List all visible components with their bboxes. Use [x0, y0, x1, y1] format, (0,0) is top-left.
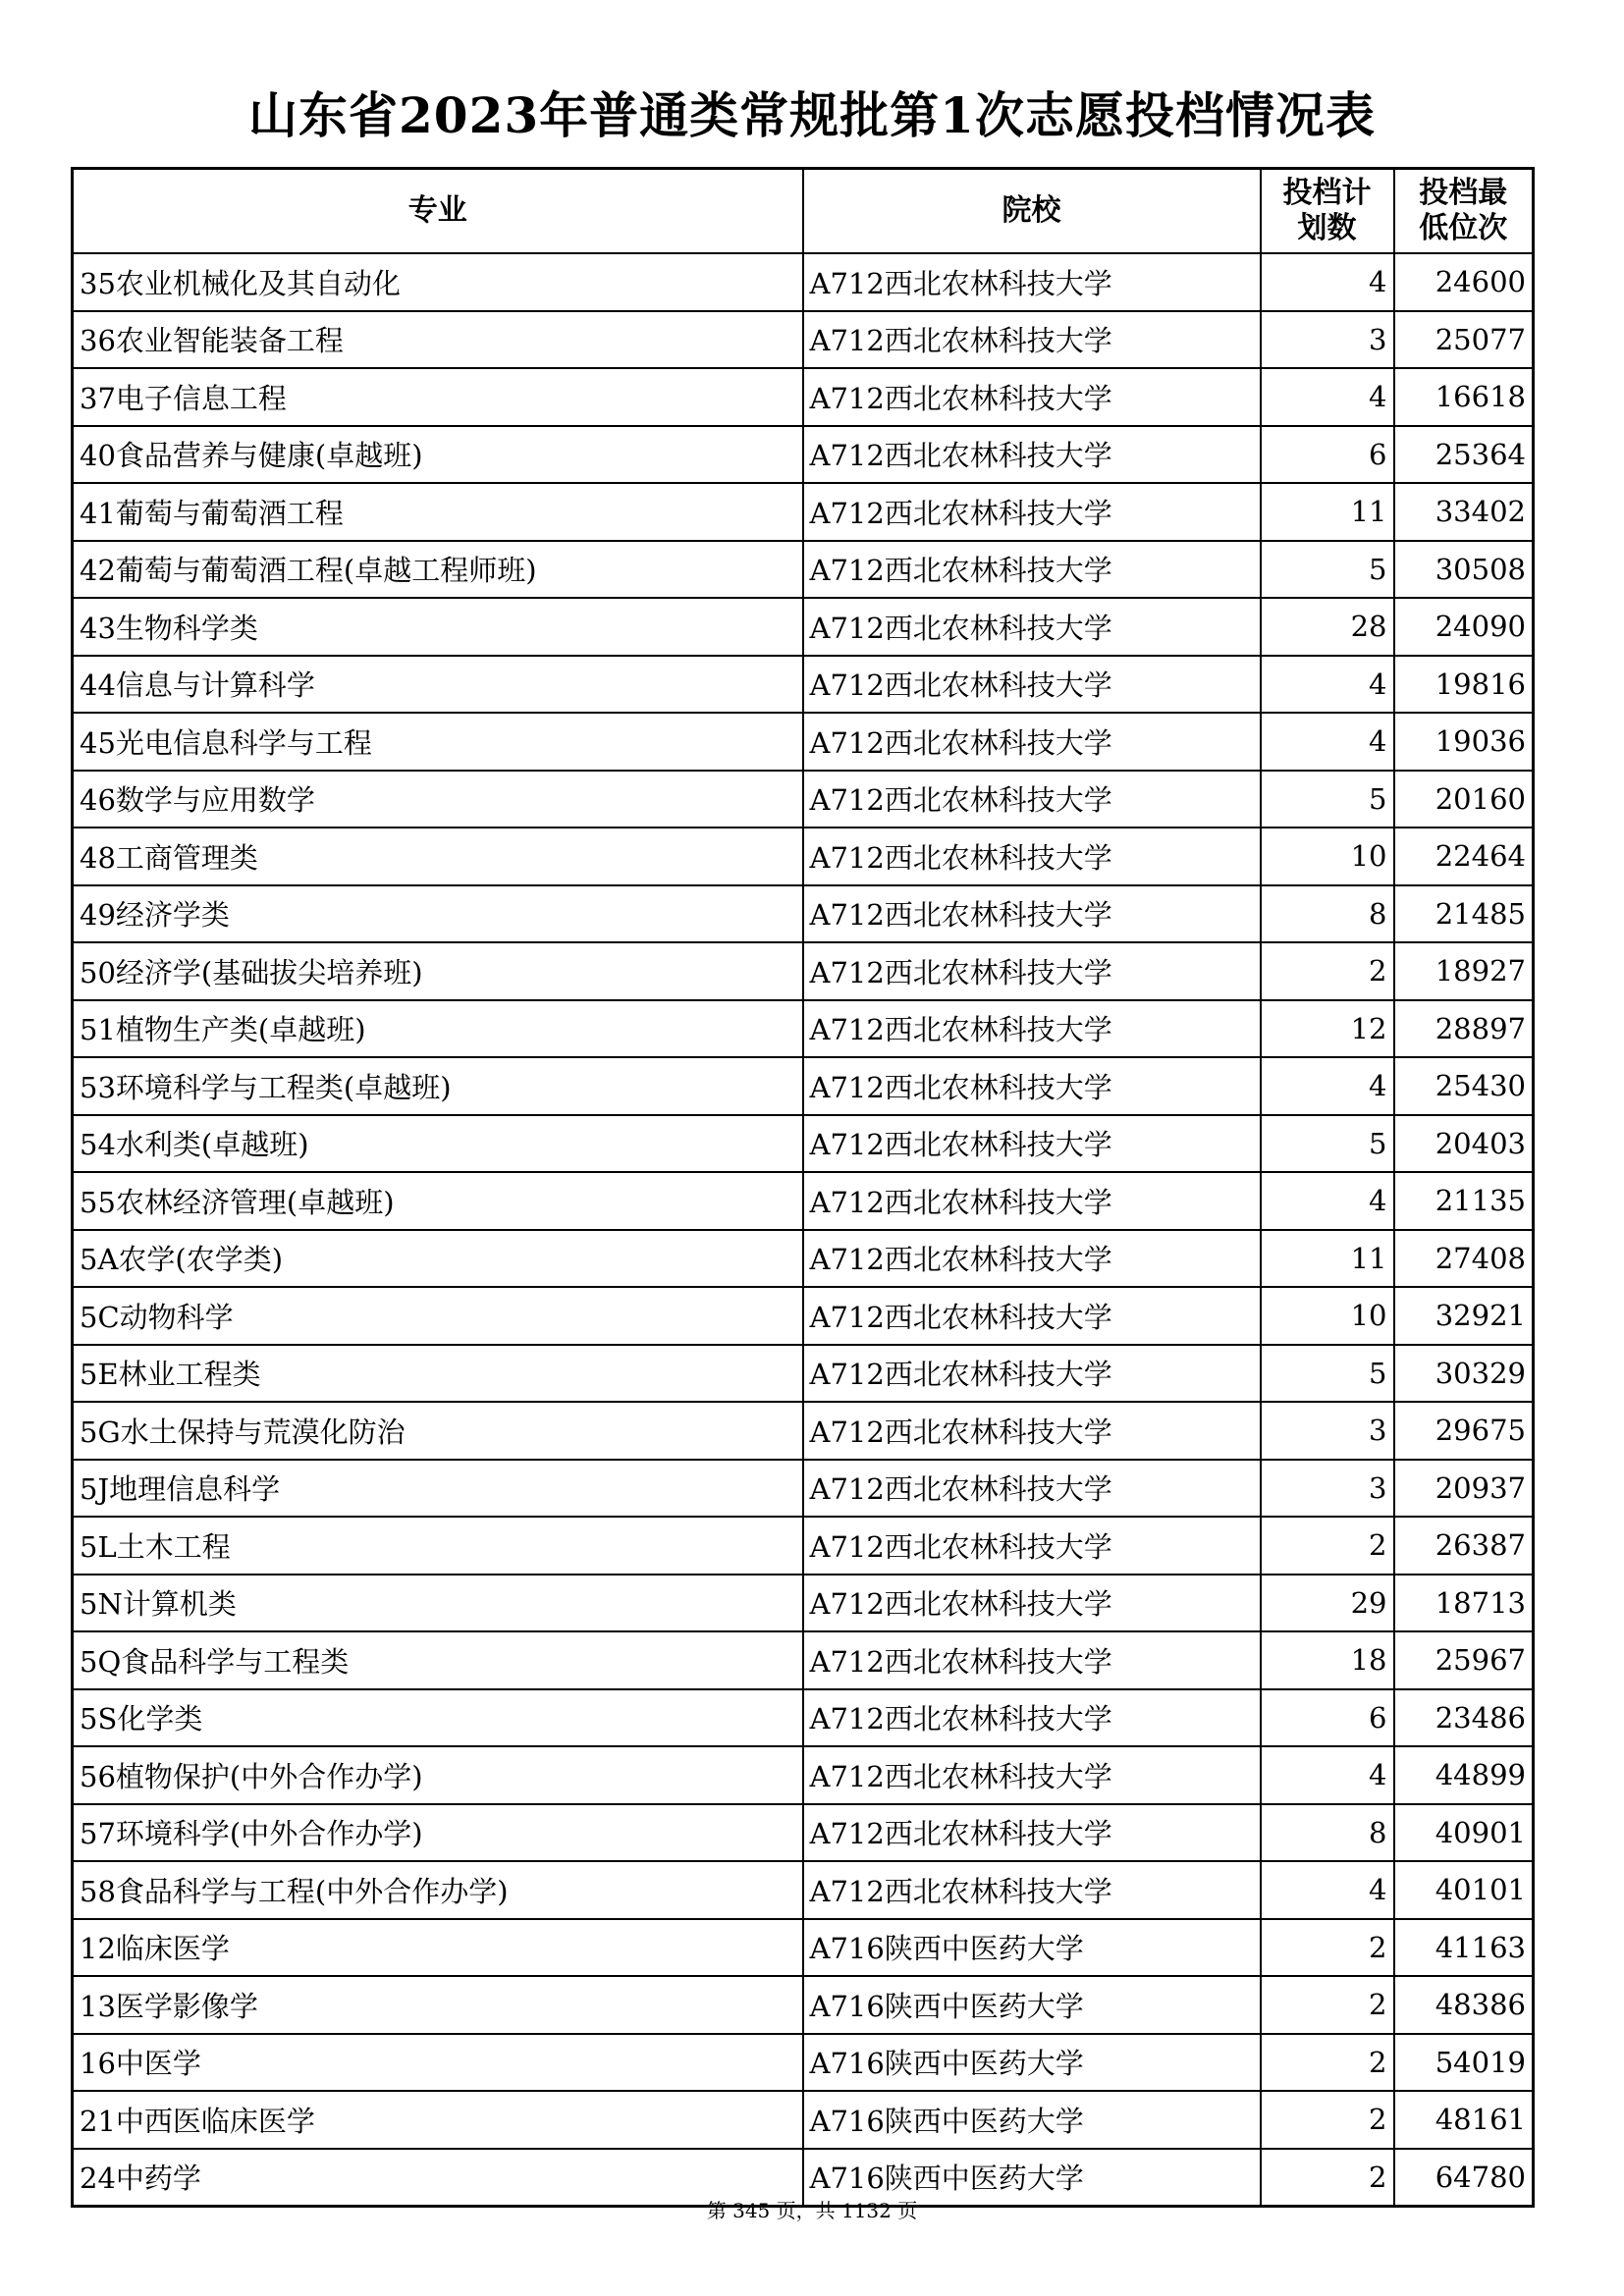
- rank-cell: 30508: [1394, 541, 1534, 599]
- table-row: [73, 598, 1534, 656]
- rank-cell: 23486: [1394, 1689, 1534, 1747]
- rank-cell: 54019: [1394, 2034, 1534, 2092]
- major-cell: 12临床医学: [73, 1919, 803, 1977]
- plan-cell: 3: [1261, 1402, 1394, 1460]
- major-cell: 35农业机械化及其自动化: [73, 253, 803, 311]
- major-cell: 21中西医临床医学: [73, 2091, 803, 2149]
- school-cell: A716陕西中医药大学: [803, 1976, 1261, 2034]
- school-cell: A712西北农林科技大学: [803, 1000, 1261, 1058]
- header-school: 院校: [803, 169, 1261, 254]
- major-cell: 36农业智能装备工程: [73, 311, 803, 369]
- plan-cell: 5: [1261, 541, 1394, 599]
- table-row: [73, 368, 1534, 426]
- table-row: [73, 713, 1534, 771]
- major-cell: 48工商管理类: [73, 828, 803, 885]
- plan-cell: 4: [1261, 1172, 1394, 1230]
- rank-cell: 25430: [1394, 1057, 1534, 1115]
- school-cell: A712西北农林科技大学: [803, 1172, 1261, 1230]
- table-row: [73, 1804, 1534, 1862]
- table-row: [73, 771, 1534, 828]
- header-major: 专业: [73, 169, 803, 254]
- major-cell: 5G水土保持与荒漠化防治: [73, 1402, 803, 1460]
- header-rank: 投档最低位次: [1394, 169, 1534, 254]
- school-cell: A712西北农林科技大学: [803, 1402, 1261, 1460]
- plan-cell: 2: [1261, 942, 1394, 1000]
- admission-table: [71, 167, 1535, 2208]
- table-row: [73, 2091, 1534, 2149]
- plan-cell: 4: [1261, 713, 1394, 771]
- table-row: [73, 1345, 1534, 1403]
- plan-cell: 4: [1261, 368, 1394, 426]
- school-cell: A712西北农林科技大学: [803, 1689, 1261, 1747]
- rank-cell: 16618: [1394, 368, 1534, 426]
- school-cell: A712西北农林科技大学: [803, 942, 1261, 1000]
- major-cell: 5C动物科学: [73, 1287, 803, 1345]
- major-cell: 46数学与应用数学: [73, 771, 803, 828]
- rank-cell: 19816: [1394, 656, 1534, 714]
- school-cell: A712西北农林科技大学: [803, 656, 1261, 714]
- plan-cell: 2: [1261, 1919, 1394, 1977]
- plan-cell: 18: [1261, 1631, 1394, 1689]
- major-cell: 43生物科学类: [73, 598, 803, 656]
- major-cell: 44信息与计算科学: [73, 656, 803, 714]
- rank-cell: 30329: [1394, 1345, 1534, 1403]
- plan-cell: 4: [1261, 656, 1394, 714]
- rank-cell: 48161: [1394, 2091, 1534, 2149]
- table-row: [73, 426, 1534, 484]
- table-row: [73, 1689, 1534, 1747]
- major-cell: 37电子信息工程: [73, 368, 803, 426]
- plan-cell: 4: [1261, 1746, 1394, 1804]
- major-cell: 51植物生产类(卓越班): [73, 1000, 803, 1058]
- major-cell: 5N计算机类: [73, 1575, 803, 1632]
- plan-cell: 3: [1261, 1460, 1394, 1518]
- plan-cell: 2: [1261, 2091, 1394, 2149]
- plan-cell: 4: [1261, 1057, 1394, 1115]
- table-row: [73, 1402, 1534, 1460]
- plan-cell: 5: [1261, 1115, 1394, 1173]
- table-row: [73, 483, 1534, 541]
- rank-cell: 41163: [1394, 1919, 1534, 1977]
- major-cell: 16中医学: [73, 2034, 803, 2092]
- major-cell: 13医学影像学: [73, 1976, 803, 2034]
- rank-cell: 28897: [1394, 1000, 1534, 1058]
- school-cell: A712西北农林科技大学: [803, 311, 1261, 369]
- rank-cell: 20160: [1394, 771, 1534, 828]
- school-cell: A712西北农林科技大学: [803, 483, 1261, 541]
- table-row: [73, 1115, 1534, 1173]
- school-cell: A712西北农林科技大学: [803, 771, 1261, 828]
- rank-cell: 26387: [1394, 1517, 1534, 1575]
- plan-cell: 10: [1261, 1287, 1394, 1345]
- table-row: [73, 1460, 1534, 1518]
- major-cell: 49经济学类: [73, 885, 803, 943]
- school-cell: A712西北农林科技大学: [803, 1057, 1261, 1115]
- rank-cell: 21485: [1394, 885, 1534, 943]
- major-cell: 5Q食品科学与工程类: [73, 1631, 803, 1689]
- school-cell: A712西北农林科技大学: [803, 1746, 1261, 1804]
- table-row: [73, 1575, 1534, 1632]
- plan-cell: 2: [1261, 1517, 1394, 1575]
- school-cell: A712西北农林科技大学: [803, 426, 1261, 484]
- rank-cell: 40101: [1394, 1861, 1534, 1919]
- plan-cell: 28: [1261, 598, 1394, 656]
- table-row: [73, 1517, 1534, 1575]
- major-cell: 58食品科学与工程(中外合作办学): [73, 1861, 803, 1919]
- major-cell: 5J地理信息科学: [73, 1460, 803, 1518]
- table-row: [73, 1057, 1534, 1115]
- table-row: [73, 2034, 1534, 2092]
- school-cell: A716陕西中医药大学: [803, 2091, 1261, 2149]
- table-row: [73, 1287, 1534, 1345]
- rank-cell: 20937: [1394, 1460, 1534, 1518]
- major-cell: 24中药学: [73, 2149, 803, 2207]
- school-cell: A712西北农林科技大学: [803, 1861, 1261, 1919]
- school-cell: A712西北农林科技大学: [803, 1460, 1261, 1518]
- school-cell: A712西北农林科技大学: [803, 713, 1261, 771]
- school-cell: A712西北农林科技大学: [803, 1115, 1261, 1173]
- school-cell: A712西北农林科技大学: [803, 1517, 1261, 1575]
- page-footer: 第 345 页，共 1132 页: [706, 2199, 918, 2222]
- table-header-row: [73, 169, 1534, 254]
- major-cell: 54水利类(卓越班): [73, 1115, 803, 1173]
- rank-cell: 29675: [1394, 1402, 1534, 1460]
- table-row: [73, 656, 1534, 714]
- school-cell: A712西北农林科技大学: [803, 1287, 1261, 1345]
- plan-cell: 6: [1261, 426, 1394, 484]
- plan-cell: 2: [1261, 1976, 1394, 2034]
- rank-cell: 25967: [1394, 1631, 1534, 1689]
- major-cell: 40食品营养与健康(卓越班): [73, 426, 803, 484]
- rank-cell: 32921: [1394, 1287, 1534, 1345]
- table-body: [73, 253, 1534, 2207]
- rank-cell: 33402: [1394, 483, 1534, 541]
- rank-cell: 48386: [1394, 1976, 1534, 2034]
- table-row: [73, 1172, 1534, 1230]
- table-row: [73, 885, 1534, 943]
- major-cell: 50经济学(基础拔尖培养班): [73, 942, 803, 1000]
- plan-cell: 6: [1261, 1689, 1394, 1747]
- table-row: [73, 1746, 1534, 1804]
- major-cell: 5L土木工程: [73, 1517, 803, 1575]
- table-row: [73, 1230, 1534, 1288]
- school-cell: A712西北农林科技大学: [803, 1230, 1261, 1288]
- school-cell: A712西北农林科技大学: [803, 828, 1261, 885]
- plan-cell: 4: [1261, 1861, 1394, 1919]
- rank-cell: 44899: [1394, 1746, 1534, 1804]
- rank-cell: 18713: [1394, 1575, 1534, 1632]
- plan-cell: 12: [1261, 1000, 1394, 1058]
- school-cell: A712西北农林科技大学: [803, 541, 1261, 599]
- plan-cell: 2: [1261, 2149, 1394, 2207]
- table-row: [73, 828, 1534, 885]
- major-cell: 41葡萄与葡萄酒工程: [73, 483, 803, 541]
- rank-cell: 64780: [1394, 2149, 1534, 2207]
- plan-cell: 10: [1261, 828, 1394, 885]
- school-cell: A712西北农林科技大学: [803, 368, 1261, 426]
- major-cell: 56植物保护(中外合作办学): [73, 1746, 803, 1804]
- school-cell: A712西北农林科技大学: [803, 1631, 1261, 1689]
- school-cell: A712西北农林科技大学: [803, 253, 1261, 311]
- major-cell: 5A农学(农学类): [73, 1230, 803, 1288]
- plan-cell: 5: [1261, 1345, 1394, 1403]
- school-cell: A716陕西中医药大学: [803, 2034, 1261, 2092]
- major-cell: 42葡萄与葡萄酒工程(卓越工程师班): [73, 541, 803, 599]
- school-cell: A716陕西中医药大学: [803, 1919, 1261, 1977]
- table-row: [73, 1976, 1534, 2034]
- page-title: 山东省2023年普通类常规批第1次志愿投档情况表: [248, 86, 1376, 144]
- plan-cell: 29: [1261, 1575, 1394, 1632]
- plan-cell: 5: [1261, 771, 1394, 828]
- table-row: [73, 541, 1534, 599]
- rank-cell: 25364: [1394, 426, 1534, 484]
- plan-cell: 3: [1261, 311, 1394, 369]
- school-cell: A712西北农林科技大学: [803, 1804, 1261, 1862]
- header-plan: 投档计划数: [1261, 169, 1394, 254]
- school-cell: A712西北农林科技大学: [803, 598, 1261, 656]
- table-row: [73, 253, 1534, 311]
- rank-cell: 19036: [1394, 713, 1534, 771]
- rank-cell: 18927: [1394, 942, 1534, 1000]
- major-cell: 55农林经济管理(卓越班): [73, 1172, 803, 1230]
- school-cell: A712西北农林科技大学: [803, 885, 1261, 943]
- plan-cell: 8: [1261, 885, 1394, 943]
- rank-cell: 27408: [1394, 1230, 1534, 1288]
- major-cell: 5S化学类: [73, 1689, 803, 1747]
- major-cell: 53环境科学与工程类(卓越班): [73, 1057, 803, 1115]
- rank-cell: 24600: [1394, 253, 1534, 311]
- table-row: [73, 1919, 1534, 1977]
- plan-cell: 4: [1261, 253, 1394, 311]
- rank-cell: 24090: [1394, 598, 1534, 656]
- major-cell: 45光电信息科学与工程: [73, 713, 803, 771]
- school-cell: A712西北农林科技大学: [803, 1575, 1261, 1632]
- plan-cell: 2: [1261, 2034, 1394, 2092]
- plan-cell: 11: [1261, 1230, 1394, 1288]
- school-cell: A716陕西中医药大学: [803, 2149, 1261, 2207]
- table-row: [73, 311, 1534, 369]
- table-row: [73, 1000, 1534, 1058]
- table-row: [73, 1861, 1534, 1919]
- rank-cell: 22464: [1394, 828, 1534, 885]
- rank-cell: 21135: [1394, 1172, 1534, 1230]
- table-row: [73, 1631, 1534, 1689]
- rank-cell: 40901: [1394, 1804, 1534, 1862]
- rank-cell: 25077: [1394, 311, 1534, 369]
- plan-cell: 8: [1261, 1804, 1394, 1862]
- school-cell: A712西北农林科技大学: [803, 1345, 1261, 1403]
- table-row: [73, 942, 1534, 1000]
- plan-cell: 11: [1261, 483, 1394, 541]
- rank-cell: 20403: [1394, 1115, 1534, 1173]
- major-cell: 57环境科学(中外合作办学): [73, 1804, 803, 1862]
- major-cell: 5E林业工程类: [73, 1345, 803, 1403]
